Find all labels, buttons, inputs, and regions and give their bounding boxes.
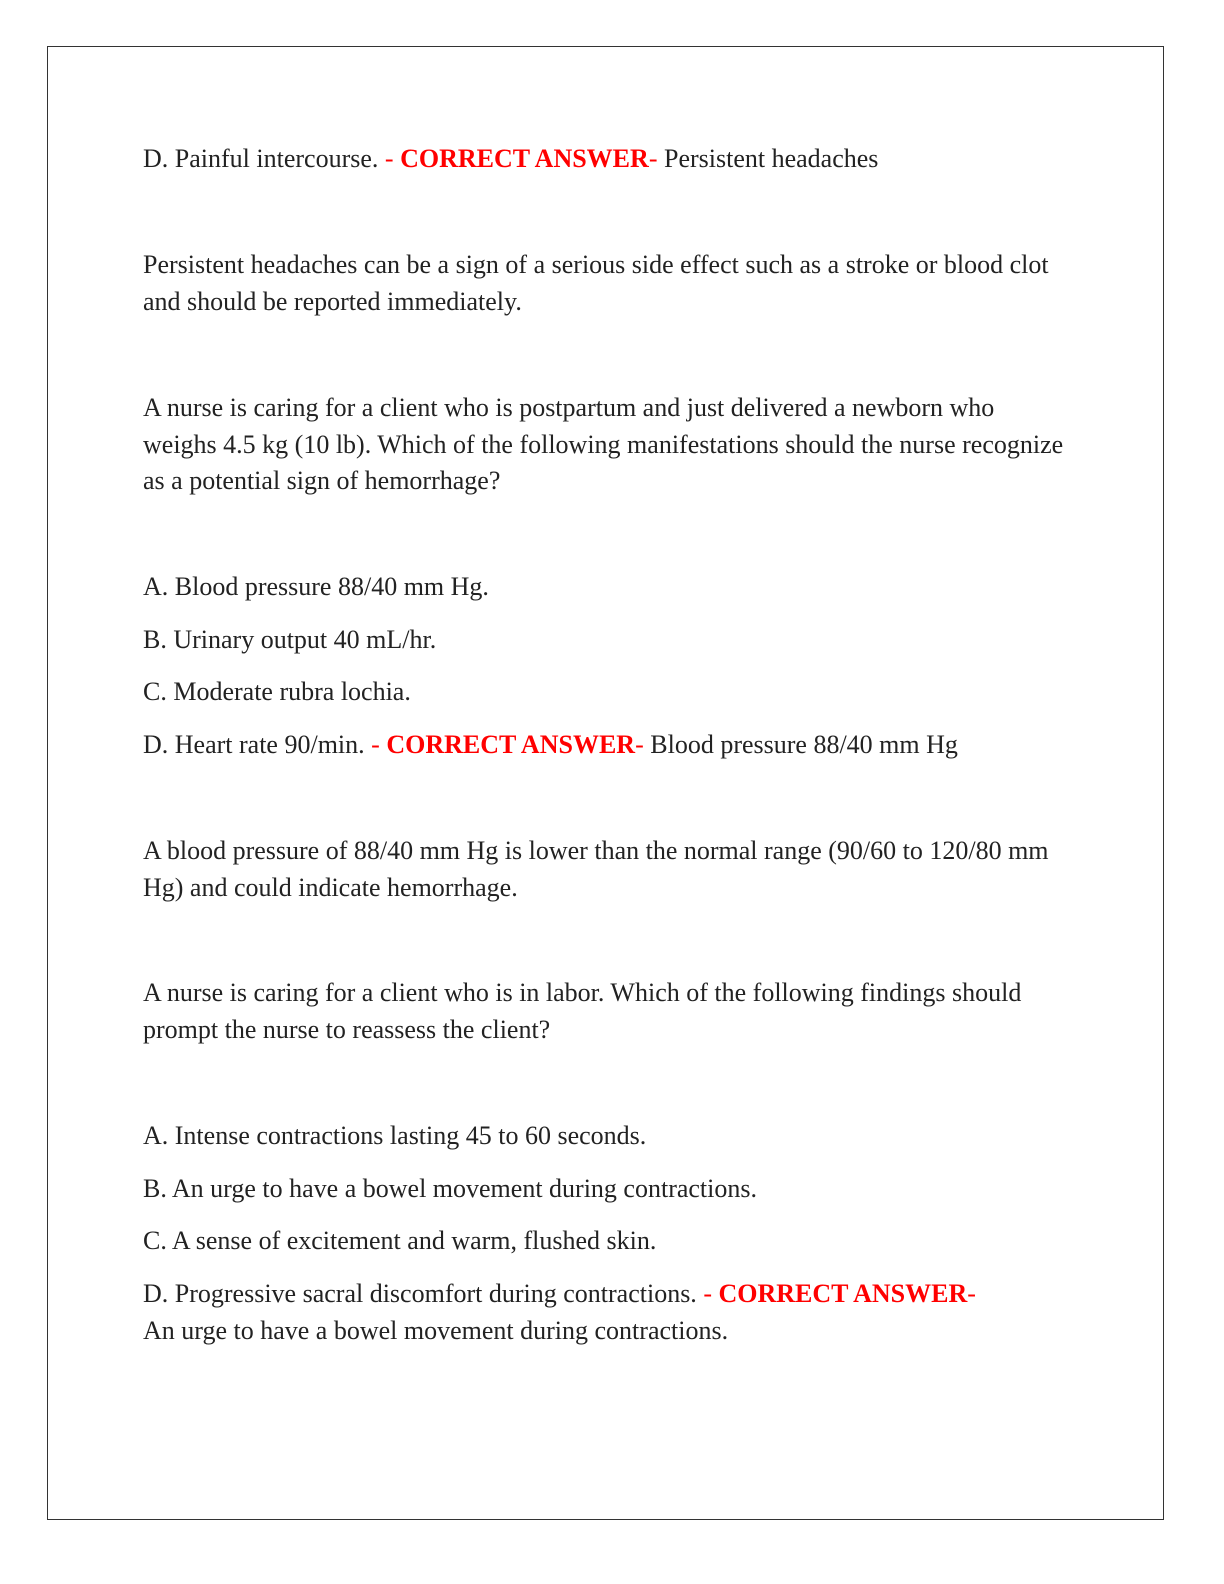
q1-rationale: Persistent headaches can be a sign of a serious side effect such as a stroke or blood clot and should be reported immediately. (143, 250, 1049, 316)
q3-question: A nurse is caring for a client who is in labor. Which of the following findings should prompt the nurse to reassess the client? (143, 978, 1022, 1044)
q2-option-d: D. Heart rate 90/min. (143, 730, 365, 759)
q1-answer: Persistent headaches (657, 144, 879, 173)
q3-option-d: D. Progressive sacral discomfort during contractions. (143, 1279, 697, 1308)
q2-correct-label: CORRECT ANSWER (386, 730, 636, 759)
q2-option-a: A. Blood pressure 88/40 mm Hg. (143, 572, 489, 601)
q1-correct-tail: - (648, 144, 658, 173)
q3-option-b: B. An urge to have a bowel movement during contractions. (143, 1174, 757, 1203)
q3-option-d-line (143, 1276, 976, 1312)
q3-correct-label: CORRECT ANSWER (718, 1279, 968, 1308)
q3-answer: An urge to have a bowel movement during contractions. (143, 1316, 729, 1345)
q2-correct-tail: - (635, 730, 644, 759)
q2-rationale: A blood pressure of 88/40 mm Hg is lower than the normal range (90/60 to 120/80 mm Hg) and could indicate hemorrhage. (143, 836, 1049, 902)
q2-answer: Blood pressure 88/40 mm Hg (643, 730, 958, 759)
q3-dash: - (696, 1279, 719, 1308)
q3-option-c: C. A sense of excitement and warm, flushed skin. (143, 1226, 657, 1255)
q2-option-b: B. Urinary output 40 mL/hr. (143, 625, 437, 654)
q2-option-c: C. Moderate rubra lochia. (143, 677, 411, 706)
q2-dash: - (364, 730, 387, 759)
q1-correct-label: CORRECT ANSWER (400, 144, 649, 173)
q1-option-d-line (143, 141, 878, 177)
q2-option-d-line (143, 727, 958, 763)
q1-dash: - (378, 144, 401, 173)
q1-option-d: D. Painful intercourse. (143, 144, 379, 173)
q2-question: A nurse is caring for a client who is postpartum and just delivered a newborn who weighs 4.5 kg (10 lb). Which of the following manifestations should the nurse recognize as a potential sign of hemorrhage? (143, 393, 1064, 495)
q3-correct-tail: - (967, 1279, 976, 1308)
q3-option-a: A. Intense contractions lasting 45 to 60 seconds. (143, 1121, 647, 1150)
